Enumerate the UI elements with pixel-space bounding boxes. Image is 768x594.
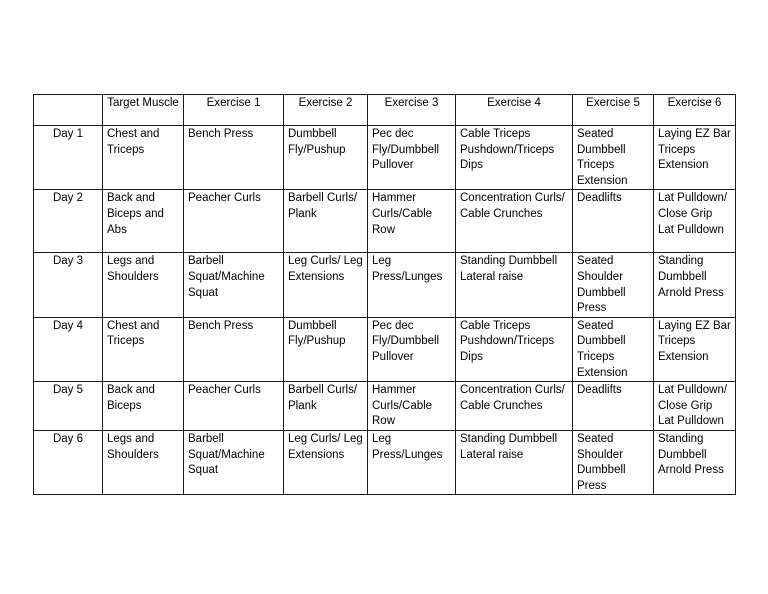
exercise-cell: Cable Triceps Pushdown/Triceps Dips — [456, 317, 573, 381]
exercise-cell: Hammer Curls/Cable Row — [368, 190, 456, 253]
exercise-cell: Cable Triceps Pushdown/Triceps Dips — [456, 126, 573, 190]
header-corner-cell — [34, 95, 103, 126]
header-exercise-4: Exercise 4 — [456, 95, 573, 126]
table-header-row — [34, 95, 736, 126]
day-cell: Day 6 — [34, 430, 103, 494]
exercise-cell: Dumbbell Fly/Pushup — [284, 126, 368, 190]
exercise-cell: Dumbbell Fly/Pushup — [284, 317, 368, 381]
exercise-cell: Peacher Curls — [184, 190, 284, 253]
exercise-cell: Concentration Curls/ Cable Crunches — [456, 190, 573, 253]
exercise-cell: Leg Curls/ Leg Extensions — [284, 253, 368, 317]
exercise-cell: Barbell Squat/Machine Squat — [184, 430, 284, 494]
target-muscle-cell: Back and Biceps — [103, 382, 184, 431]
exercise-cell: Barbell Curls/ Plank — [284, 382, 368, 431]
exercise-cell: Concentration Curls/ Cable Crunches — [456, 382, 573, 431]
target-muscle-cell: Legs and Shoulders — [103, 430, 184, 494]
exercise-cell: Laying EZ Bar Triceps Extension — [654, 126, 736, 190]
day-cell: Day 3 — [34, 253, 103, 317]
exercise-cell: Bench Press — [184, 317, 284, 381]
header-exercise-5: Exercise 5 — [573, 95, 654, 126]
target-muscle-cell: Legs and Shoulders — [103, 253, 184, 317]
exercise-cell: Standing Dumbbell Lateral raise — [456, 430, 573, 494]
exercise-cell: Peacher Curls — [184, 382, 284, 431]
exercise-cell: Standing Dumbbell Arnold Press — [654, 253, 736, 317]
day-cell: Day 1 — [34, 126, 103, 190]
target-muscle-cell: Chest and Triceps — [103, 126, 184, 190]
exercise-cell: Barbell Squat/Machine Squat — [184, 253, 284, 317]
table-row — [34, 382, 736, 431]
table-row — [34, 430, 736, 494]
workout-schedule-table — [33, 94, 736, 495]
day-cell: Day 4 — [34, 317, 103, 381]
table-row — [34, 190, 736, 253]
table-row — [34, 126, 736, 190]
exercise-cell: Pec dec Fly/Dumbbell Pullover — [368, 317, 456, 381]
header-exercise-2: Exercise 2 — [284, 95, 368, 126]
exercise-cell: Leg Press/Lunges — [368, 253, 456, 317]
exercise-cell: Standing Dumbbell Arnold Press — [654, 430, 736, 494]
exercise-cell: Pec dec Fly/Dumbbell Pullover — [368, 126, 456, 190]
table-row — [34, 253, 736, 317]
header-exercise-3: Exercise 3 — [368, 95, 456, 126]
table-row — [34, 317, 736, 381]
day-cell: Day 5 — [34, 382, 103, 431]
exercise-cell: Bench Press — [184, 126, 284, 190]
header-target-muscle: Target Muscle — [103, 95, 184, 126]
exercise-cell: Hammer Curls/Cable Row — [368, 382, 456, 431]
header-exercise-6: Exercise 6 — [654, 95, 736, 126]
exercise-cell: Leg Press/Lunges — [368, 430, 456, 494]
exercise-cell: Seated Shoulder Dumbbell Press — [573, 253, 654, 317]
target-muscle-cell: Back and Biceps and Abs — [103, 190, 184, 253]
exercise-cell: Deadlifts — [573, 190, 654, 253]
exercise-cell: Seated Dumbbell Triceps Extension — [573, 317, 654, 381]
header-exercise-1: Exercise 1 — [184, 95, 284, 126]
exercise-cell: Lat Pulldown/ Close Grip Lat Pulldown — [654, 382, 736, 431]
exercise-cell: Leg Curls/ Leg Extensions — [284, 430, 368, 494]
exercise-cell: Seated Dumbbell Triceps Extension — [573, 126, 654, 190]
exercise-cell: Seated Shoulder Dumbbell Press — [573, 430, 654, 494]
day-cell: Day 2 — [34, 190, 103, 253]
exercise-cell: Standing Dumbbell Lateral raise — [456, 253, 573, 317]
exercise-cell: Deadlifts — [573, 382, 654, 431]
exercise-cell: Barbell Curls/ Plank — [284, 190, 368, 253]
exercise-cell: Laying EZ Bar Triceps Extension — [654, 317, 736, 381]
target-muscle-cell: Chest and Triceps — [103, 317, 184, 381]
exercise-cell: Lat Pulldown/ Close Grip Lat Pulldown — [654, 190, 736, 253]
